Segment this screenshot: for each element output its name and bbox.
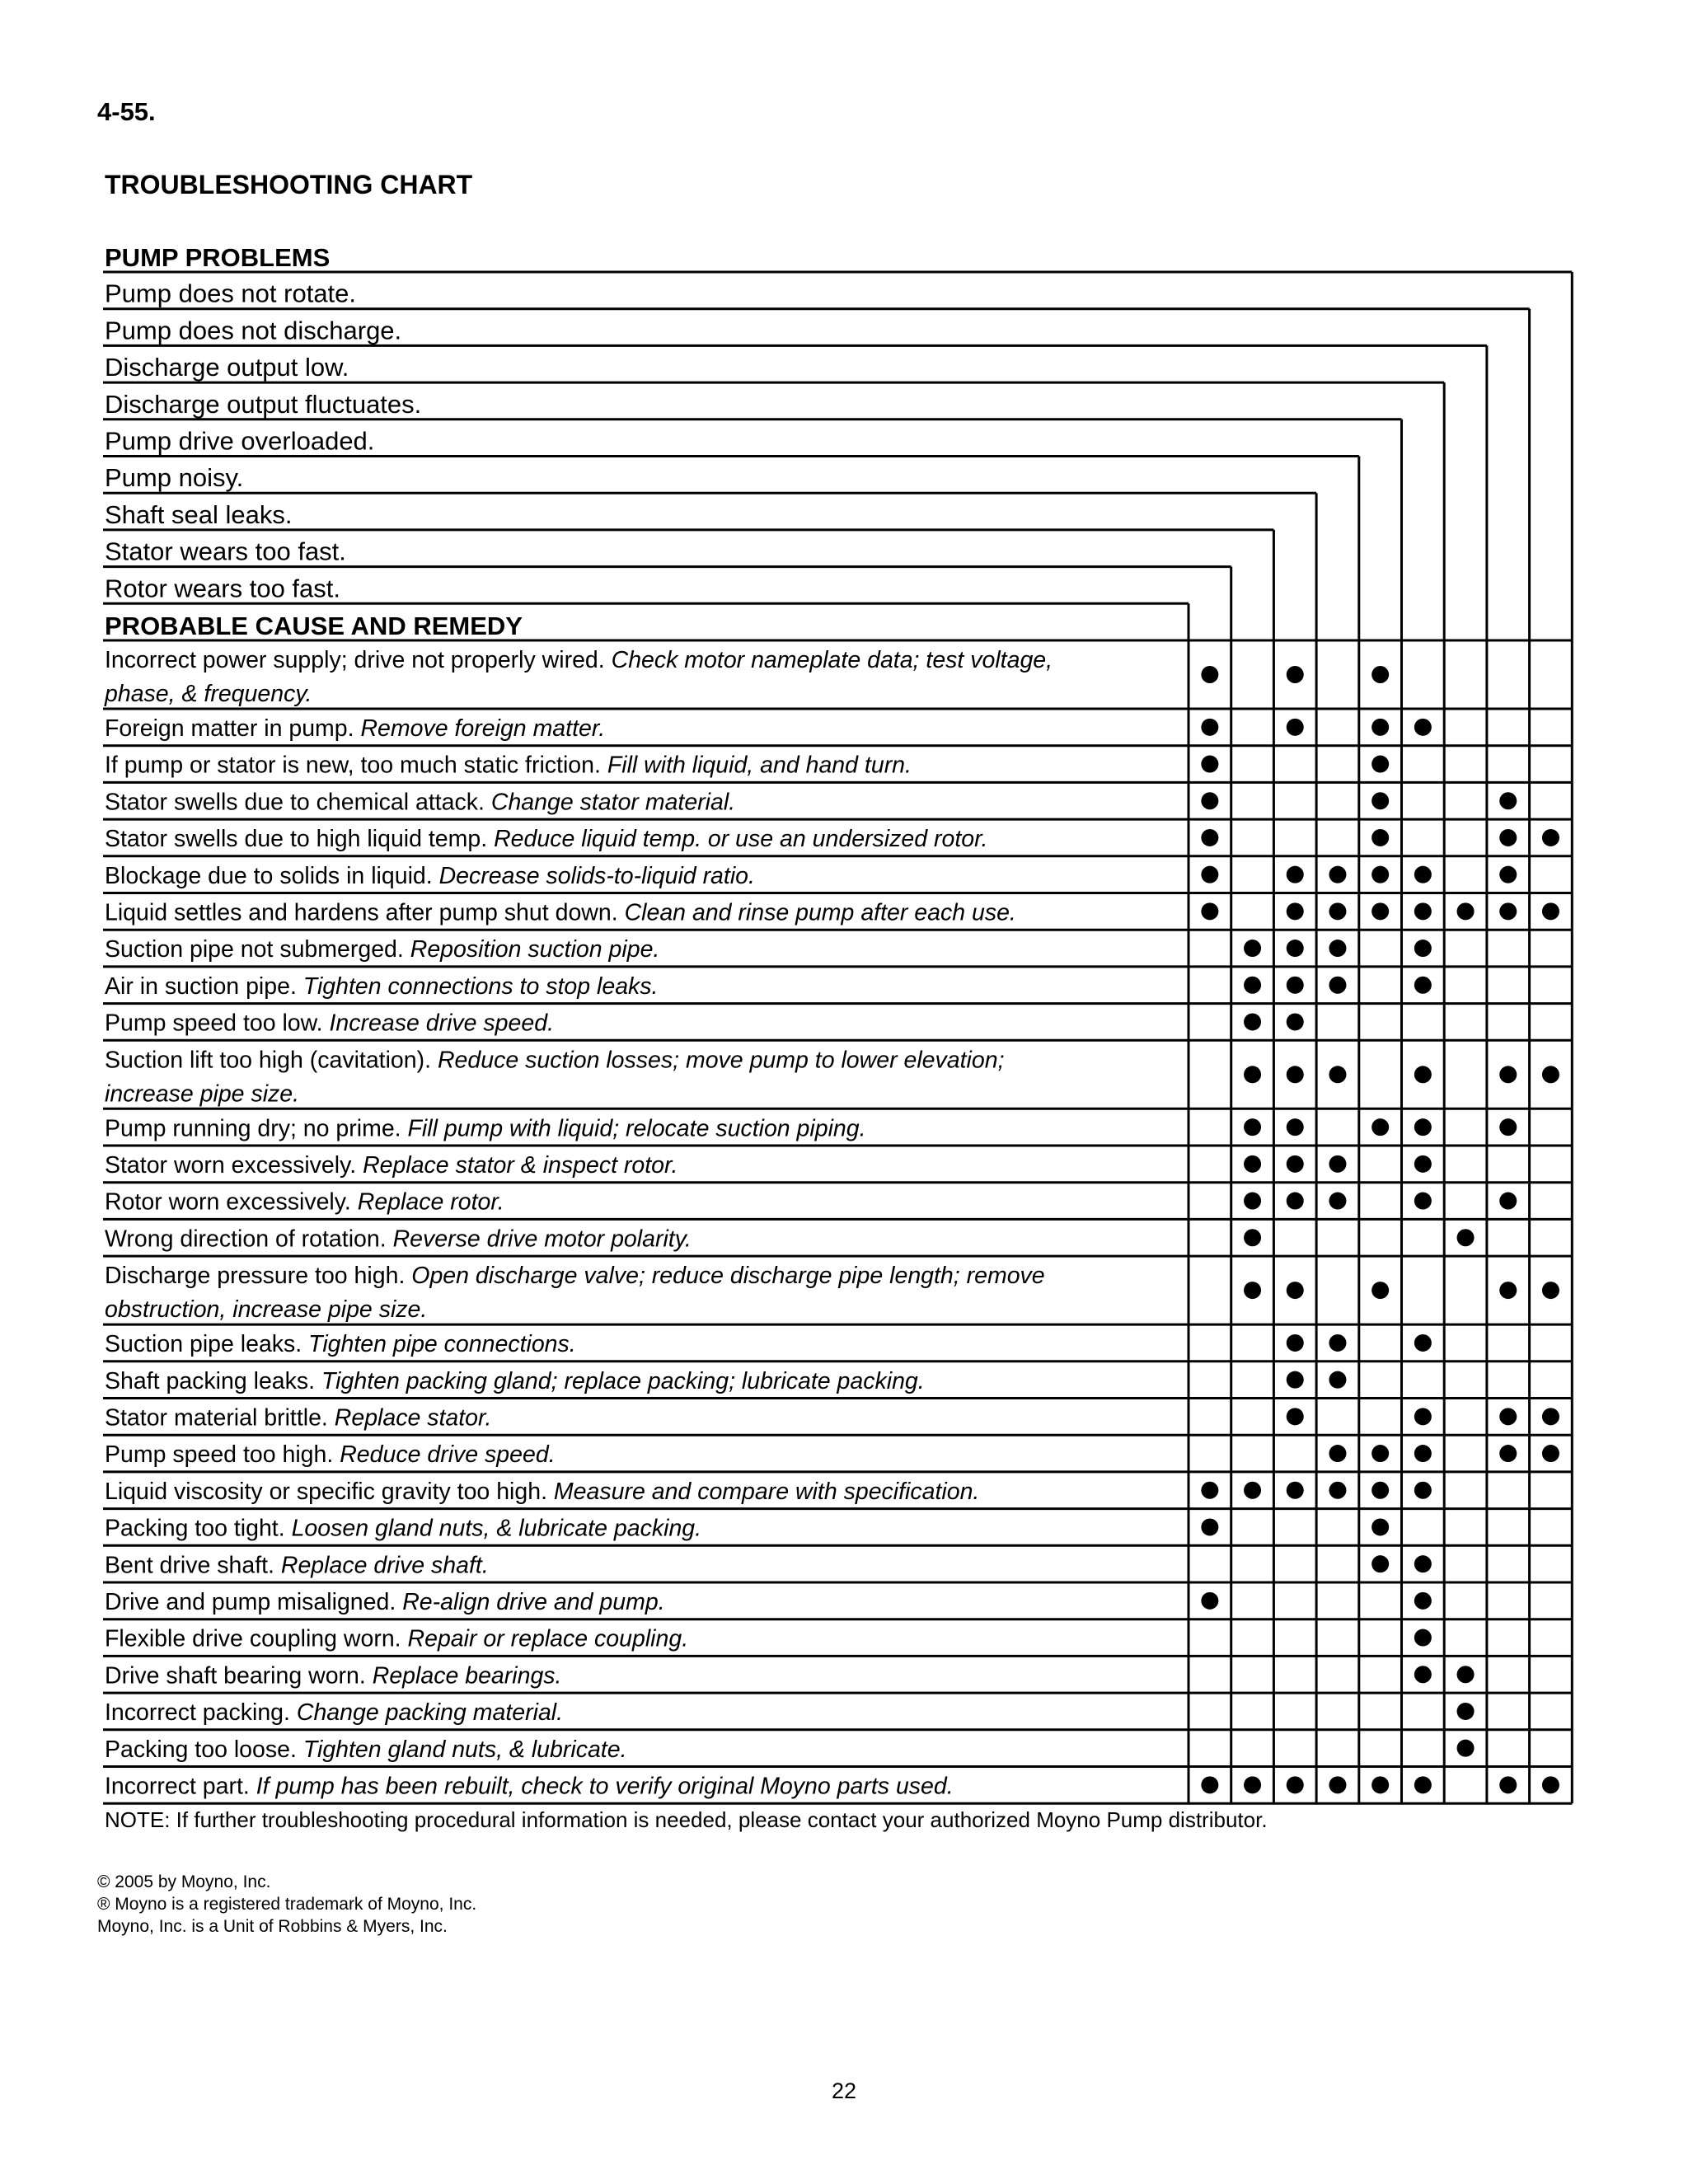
mark-dot (1372, 1776, 1389, 1793)
mark-dot (1414, 1629, 1432, 1647)
remedy: Tighten gland nuts, & lubricate. (302, 1736, 627, 1763)
remedy: Reduce liquid temp. or use an undersized rotor. (494, 826, 988, 853)
mark-dot (1287, 1334, 1304, 1352)
cause-text-5 (105, 826, 987, 852)
page-number: 22 (831, 2079, 857, 2103)
mark-dot (1244, 1776, 1261, 1793)
mark-dot (1201, 829, 1218, 846)
cause-text-21 (105, 1479, 979, 1505)
cause: Incorrect part. (105, 1773, 256, 1800)
mark-dot (1372, 1282, 1389, 1299)
cause-remedy-heading: PROBABLE CAUSE AND REMEDY (105, 612, 523, 640)
mark-dot (1542, 1776, 1559, 1793)
mark-dot (1201, 1518, 1218, 1535)
cause-text-27 (105, 1699, 563, 1726)
company-unit: Moyno, Inc. is a Unit of Robbins & Myers, Inc. (97, 1917, 448, 1936)
cause: Pump speed too high. (105, 1441, 340, 1469)
cause: Stator swells due to high liquid temp. (105, 826, 495, 853)
section-number: 4-55. (97, 97, 156, 126)
mark-dot (1499, 1445, 1517, 1462)
mark-dot (1287, 1776, 1304, 1793)
mark-dot (1372, 1482, 1389, 1499)
mark-dot (1372, 719, 1389, 736)
remedy: If pump has been rebuilt, check to verify original Moyno parts used. (256, 1773, 954, 1800)
remedy: Check motor nameplate data; test voltage, (611, 647, 1053, 673)
mark-dot (1329, 977, 1346, 994)
cause-text-7 (105, 900, 1016, 926)
cause-text-13 (105, 1152, 678, 1179)
remedy-line2-11: increase pipe size. (105, 1080, 300, 1108)
problem-label-3: Discharge output low. (105, 353, 349, 382)
remedy: Tighten pipe connections. (308, 1331, 576, 1358)
remedy: Replace stator. (334, 1404, 492, 1432)
trademark: ® Moyno is a registered trademark of Moyno, Inc. (97, 1895, 477, 1914)
cause: Drive and pump misaligned. (105, 1589, 403, 1615)
mark-dot (1372, 1445, 1389, 1462)
mark-dot (1542, 1066, 1559, 1083)
mark-dot (1457, 902, 1475, 920)
problem-label-2: Pump does not discharge. (105, 316, 402, 345)
mark-dot (1414, 1666, 1432, 1683)
cause: Stator material brittle. (105, 1404, 335, 1432)
remedy: Change stator material. (490, 789, 736, 816)
mark-dot (1329, 1776, 1346, 1793)
mark-dot (1414, 1155, 1432, 1173)
mark-dot (1287, 977, 1304, 994)
mark-dot (1201, 1776, 1218, 1793)
mark-dot (1414, 977, 1432, 994)
cause-text-22 (105, 1516, 701, 1542)
cause-text-23 (105, 1552, 489, 1578)
cause-text-20 (105, 1441, 556, 1468)
mark-dot (1201, 719, 1218, 736)
mark-dot (1244, 1482, 1261, 1499)
mark-dot (1201, 1482, 1218, 1499)
cause-text-18 (105, 1368, 925, 1394)
remedy: Replace bearings. (372, 1662, 562, 1690)
mark-dot (1287, 940, 1304, 957)
cause: Liquid settles and hardens after pump shut down. (105, 899, 625, 926)
mark-dot (1201, 866, 1218, 883)
remedy: Open discharge valve; reduce discharge pipe length; remove (411, 1263, 1045, 1290)
mark-dot (1287, 1118, 1304, 1136)
cause-text-17 (105, 1331, 576, 1357)
cause: Discharge pressure too high. (105, 1263, 412, 1290)
cause-text-6 (105, 863, 755, 889)
cause-text-8 (105, 936, 659, 963)
cause-text-2 (105, 715, 605, 742)
mark-dot (1372, 756, 1389, 773)
cause-text-25 (105, 1626, 688, 1652)
mark-dot (1287, 1371, 1304, 1389)
mark-dot (1287, 1282, 1304, 1299)
mark-dot (1372, 1518, 1389, 1535)
cause-text-12 (105, 1115, 866, 1141)
cause-text-14 (105, 1189, 504, 1216)
remedy: Increase drive speed. (329, 1010, 555, 1037)
cause-text-24 (105, 1589, 665, 1615)
remedy: Reverse drive motor polarity. (392, 1226, 692, 1253)
mark-dot (1414, 1334, 1432, 1352)
mark-dot (1414, 866, 1432, 883)
problem-label-5: Pump drive overloaded. (105, 426, 375, 456)
mark-dot (1201, 902, 1218, 920)
mark-dot (1329, 1482, 1346, 1499)
mark-dot (1287, 1066, 1304, 1083)
mark-dot (1414, 1592, 1432, 1610)
mark-dot (1244, 940, 1261, 957)
cause: Flexible drive coupling worn. (105, 1625, 408, 1652)
mark-dot (1372, 1118, 1389, 1136)
problem-label-8: Stator wears too fast. (105, 537, 346, 566)
mark-dot (1329, 1371, 1346, 1389)
mark-dot (1499, 1118, 1517, 1136)
remedy: Change packing material. (296, 1699, 564, 1727)
mark-dot (1287, 719, 1304, 736)
mark-dot (1457, 1229, 1475, 1246)
mark-dot (1542, 829, 1559, 846)
mark-dot (1201, 756, 1218, 773)
mark-dot (1287, 1155, 1304, 1173)
mark-dot (1287, 1013, 1304, 1030)
cause-text-4 (105, 789, 735, 815)
mark-dot (1414, 1482, 1432, 1499)
mark-dot (1244, 1193, 1261, 1210)
mark-dot (1542, 1282, 1559, 1299)
mark-dot (1457, 1740, 1475, 1757)
cause-text-28 (105, 1736, 626, 1763)
cause: Packing too tight. (105, 1515, 292, 1542)
problem-label-6: Pump noisy. (105, 463, 244, 493)
mark-dot (1414, 719, 1432, 736)
cause: Air in suction pipe. (105, 972, 303, 1000)
mark-dot (1372, 902, 1389, 920)
mark-dot (1287, 902, 1304, 920)
mark-dot (1414, 940, 1432, 957)
cause: Suction pipe not submerged. (105, 936, 410, 963)
mark-dot (1414, 1408, 1432, 1425)
mark-dot (1201, 792, 1218, 809)
cause: Stator worn excessively. (105, 1152, 363, 1179)
remedy: Measure and compare with specification. (553, 1478, 980, 1505)
cause-text-3 (105, 752, 912, 779)
mark-dot (1499, 829, 1517, 846)
mark-dot (1414, 1555, 1432, 1572)
remedy: Re-align drive and pump. (402, 1589, 665, 1615)
mark-dot (1414, 1445, 1432, 1462)
mark-dot (1457, 1703, 1475, 1720)
problem-label-4: Discharge output fluctuates. (105, 389, 422, 419)
mark-dot (1329, 1193, 1346, 1210)
mark-dot (1499, 866, 1517, 883)
mark-dot (1372, 792, 1389, 809)
cause: If pump or stator is new, too much static friction. (105, 752, 607, 779)
mark-dot (1244, 1155, 1261, 1173)
cause-text-1 (105, 647, 1053, 673)
mark-dot (1542, 1445, 1559, 1462)
cause: Bent drive shaft. (105, 1552, 281, 1579)
cause-text-15 (105, 1226, 692, 1252)
remedy: Reduce suction losses; move pump to lower elevation; (437, 1047, 1005, 1074)
remedy: Replace stator & inspect rotor. (363, 1152, 678, 1179)
cause: Foreign matter in pump. (105, 715, 361, 742)
mark-dot (1414, 1776, 1432, 1793)
mark-dot (1329, 1445, 1346, 1462)
mark-dot (1329, 1334, 1346, 1352)
mark-dot (1287, 1482, 1304, 1499)
pump-problems-heading: PUMP PROBLEMS (105, 243, 331, 272)
chart-title: TROUBLESHOOTING CHART (105, 170, 473, 199)
mark-dot (1372, 866, 1389, 883)
mark-dot (1287, 1408, 1304, 1425)
problem-label-9: Rotor wears too fast. (105, 574, 341, 603)
problem-label-7: Shaft seal leaks. (105, 499, 293, 529)
cause: Pump running dry; no prime. (105, 1115, 408, 1142)
cause-text-29 (105, 1774, 954, 1800)
mark-dot (1542, 1408, 1559, 1425)
remedy-line2-1: phase, & frequency. (105, 681, 312, 707)
mark-dot (1414, 1118, 1432, 1136)
cause-text-10 (105, 1010, 554, 1037)
mark-dot (1329, 940, 1346, 957)
mark-dot (1201, 1592, 1218, 1610)
mark-dot (1499, 902, 1517, 920)
cause: Incorrect packing. (105, 1699, 297, 1727)
mark-dot (1201, 666, 1218, 683)
mark-dot (1329, 866, 1346, 883)
mark-dot (1457, 1666, 1475, 1683)
mark-dot (1414, 1193, 1432, 1210)
mark-dot (1414, 902, 1432, 920)
remedy: Clean and rinse pump after each use. (624, 899, 1016, 926)
cause-text-9 (105, 973, 658, 1000)
remedy: Tighten connections to stop leaks. (302, 972, 659, 1000)
mark-dot (1244, 1282, 1261, 1299)
mark-dot (1287, 866, 1304, 883)
mark-dot (1244, 977, 1261, 994)
mark-dot (1372, 829, 1389, 846)
mark-dot (1414, 1066, 1432, 1083)
cause: Drive shaft bearing worn. (105, 1662, 373, 1690)
cause-text-11 (105, 1047, 1005, 1073)
mark-dot (1287, 666, 1304, 683)
mark-dot (1287, 1193, 1304, 1210)
mark-dot (1499, 1193, 1517, 1210)
mark-dot (1499, 1282, 1517, 1299)
cause-text-16 (105, 1263, 1045, 1289)
mark-dot (1499, 792, 1517, 809)
remedy: Reposition suction pipe. (410, 936, 660, 963)
mark-dot (1542, 902, 1559, 920)
mark-dot (1244, 1118, 1261, 1136)
remedy: Fill pump with liquid; relocate suction piping. (407, 1115, 866, 1142)
remedy: Loosen gland nuts, & lubricate packing. (291, 1515, 702, 1542)
remedy: Replace rotor. (357, 1188, 504, 1216)
remedy: Fill with liquid, and hand turn. (607, 752, 912, 779)
mark-dot (1499, 1776, 1517, 1793)
note: NOTE: If further troubleshooting procedural information is needed, please contact your authorized Moyno Pump distributor. (105, 1807, 1268, 1832)
remedy: Remove foreign matter. (360, 715, 606, 742)
copyright: © 2005 by Moyno, Inc. (97, 1872, 271, 1891)
mark-dot (1244, 1229, 1261, 1246)
remedy: Repair or replace coupling. (407, 1625, 689, 1652)
cause: Packing too loose. (105, 1736, 303, 1763)
cause: Rotor worn excessively. (105, 1188, 358, 1216)
cause: Incorrect power supply; drive not properly wired. (105, 647, 612, 673)
cause-text-26 (105, 1662, 561, 1689)
cause: Shaft packing leaks. (105, 1367, 321, 1394)
cause: Blockage due to solids in liquid. (105, 862, 439, 889)
mark-dot (1372, 666, 1389, 683)
cause-text-19 (105, 1405, 491, 1432)
problem-label-1: Pump does not rotate. (105, 279, 357, 308)
mark-dot (1244, 1066, 1261, 1083)
mark-dot (1329, 902, 1346, 920)
mark-dot (1499, 1408, 1517, 1425)
remedy: Decrease solids-to-liquid ratio. (438, 862, 755, 889)
mark-dot (1372, 1555, 1389, 1572)
cause: Suction lift too high (cavitation). (105, 1047, 438, 1074)
mark-dot (1329, 1155, 1346, 1173)
remedy-line2-16: obstruction, increase pipe size. (105, 1296, 428, 1324)
remedy: Reduce drive speed. (340, 1441, 556, 1469)
cause: Suction pipe leaks. (105, 1331, 309, 1358)
cause: Liquid viscosity or specific gravity too high. (105, 1478, 554, 1505)
cause: Wrong direction of rotation. (105, 1226, 393, 1253)
cause: Stator swells due to chemical attack. (105, 789, 491, 816)
mark-dot (1244, 1013, 1261, 1030)
remedy: Replace drive shaft. (280, 1552, 489, 1579)
mark-dot (1329, 1066, 1346, 1083)
remedy: Tighten packing gland; replace packing; lubricate packing. (321, 1367, 925, 1394)
mark-dot (1499, 1066, 1517, 1083)
cause: Pump speed too low. (105, 1010, 330, 1037)
